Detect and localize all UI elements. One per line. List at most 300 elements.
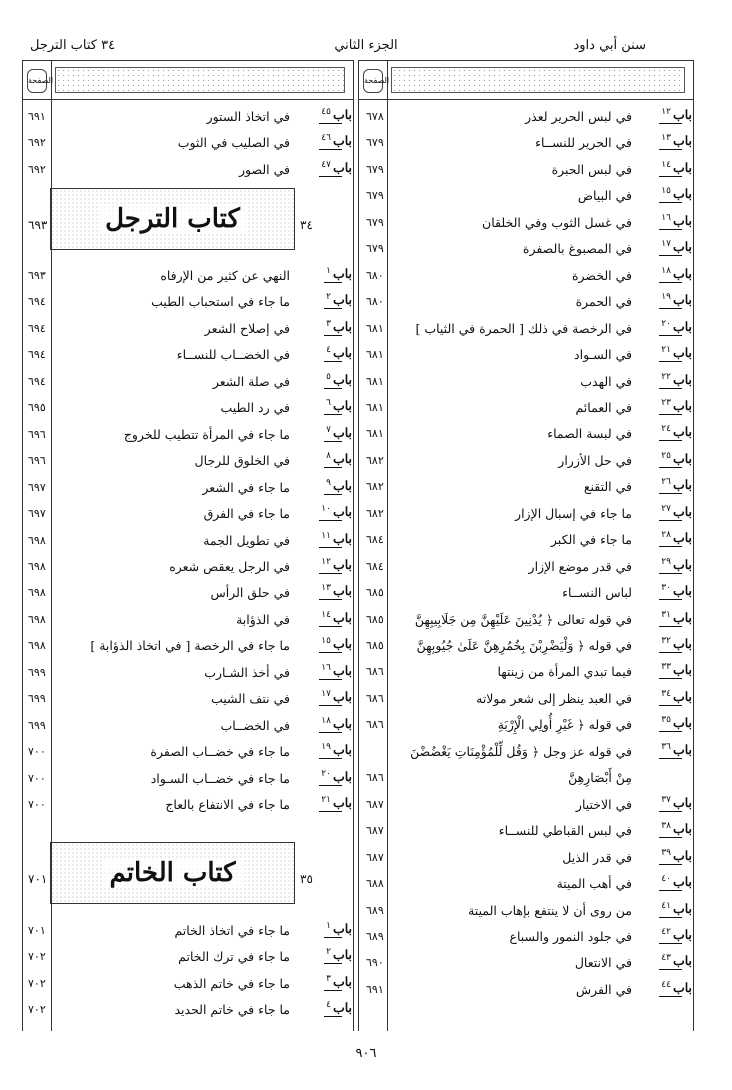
- bab-word: باب: [672, 397, 692, 413]
- bab-number: ٢: [326, 292, 331, 303]
- entry-title: ما جاء في ترك الخاتم: [178, 949, 290, 965]
- bab-word: باب: [332, 921, 352, 936]
- bab-word: باب: [332, 292, 352, 308]
- bab-word: باب: [332, 795, 352, 810]
- bab-label: [321, 742, 352, 757]
- entry-title: في الصور: [239, 161, 290, 177]
- bab-label: [321, 689, 352, 704]
- bab-word: باب: [332, 556, 352, 572]
- index-entry: [22, 739, 352, 765]
- bab-number: ١٧: [321, 689, 331, 700]
- bab-word: باب: [332, 742, 352, 758]
- index-entry: [22, 263, 352, 289]
- entry-page: ٦٧٨: [366, 110, 384, 123]
- index-entry: [358, 501, 692, 527]
- bab-word: باب: [332, 266, 352, 281]
- bab-word: باب: [332, 662, 352, 678]
- bab-word: باب: [672, 636, 692, 651]
- bab-label: [321, 557, 352, 572]
- bab-label: [661, 398, 692, 413]
- bab-label: [661, 953, 692, 968]
- bab-word: باب: [672, 239, 692, 255]
- index-entry: [22, 104, 352, 130]
- bab-number: ٢٥: [661, 450, 671, 461]
- bab-word: باب: [672, 821, 692, 837]
- entry-title: في الاختيار: [575, 796, 632, 812]
- entry-title: في الخضــاب للنســاء: [176, 347, 290, 363]
- entry-page: ٦٩٩: [28, 718, 46, 732]
- entry-page: ٦٨٩: [366, 903, 384, 917]
- index-entry: [22, 607, 352, 633]
- bab-number: ٤٥: [321, 107, 331, 117]
- index-entry: [358, 977, 692, 1003]
- index-entry: [22, 157, 352, 183]
- bab-label: [661, 662, 692, 677]
- bab-word: باب: [672, 900, 692, 916]
- entry-page: ٦٧٩: [366, 215, 384, 229]
- entry-page: ٦٩٨: [28, 639, 46, 653]
- index-entry: [358, 130, 692, 156]
- entry-page: ٦٨٤: [366, 533, 384, 547]
- index-entry: [22, 997, 352, 1023]
- bab-label: [661, 583, 692, 598]
- entry-page: ٦٩٣: [28, 269, 46, 282]
- entry-title: في تطويل الجمة: [203, 532, 290, 548]
- bab-number: ٣٠: [661, 583, 671, 594]
- bab-number: ٤١: [661, 900, 671, 911]
- bab-label: [661, 160, 692, 175]
- bab-label: [326, 372, 352, 387]
- entry-title: في قدر الذيل: [562, 849, 632, 865]
- entry-page: ٦٩٩: [28, 665, 46, 679]
- entry-title: ما جاء في الفرق: [203, 506, 290, 522]
- index-entry: [358, 183, 692, 209]
- bab-word: باب: [672, 212, 692, 228]
- kitab-page: ٧٠١: [28, 872, 48, 886]
- entry-title: مِنْ أَبْصَارِهِنَّ: [568, 770, 632, 786]
- bab-number: ١٠: [321, 504, 331, 515]
- entry-title: في الفرش: [575, 981, 632, 997]
- bab-label: [661, 424, 692, 439]
- bab-label: [661, 477, 692, 492]
- entry-page: ٦٨٤: [366, 559, 384, 573]
- entry-title: ما جاء في إسبال الإزار: [515, 505, 632, 521]
- bab-number: ١٨: [321, 715, 331, 726]
- entry-page: ٦٩٥: [28, 401, 46, 415]
- bab-label: [661, 186, 692, 201]
- bab-number: ٣: [326, 973, 331, 984]
- entry-title: في أهب الميتة: [556, 876, 632, 892]
- bab-word: باب: [332, 318, 352, 334]
- entry-title: ما جاء في خضــاب الصفرة: [150, 744, 290, 760]
- entry-title: في لبس الحبرة: [551, 161, 632, 177]
- entry-title: ما جاء في الانتفاع بالعاج: [165, 797, 290, 812]
- entry-page: ٧٠٢: [28, 1003, 46, 1017]
- entry-page: ٦٩٦: [28, 427, 46, 441]
- bab-word: باب: [332, 947, 352, 963]
- bab-number: ٣: [326, 318, 331, 329]
- index-entry: [358, 633, 692, 659]
- page-number: ٩٠٦: [355, 1046, 377, 1061]
- index-entry: [358, 607, 692, 633]
- bab-label: [661, 636, 692, 651]
- bab-word: باب: [332, 609, 352, 625]
- entry-page: ٦٩٨: [28, 612, 46, 626]
- entry-title: في الرجل يعقص شعره: [169, 558, 290, 574]
- bab-label: [661, 742, 692, 757]
- bab-label: [326, 947, 352, 962]
- bab-word: باب: [672, 318, 692, 334]
- kitab-title: كتاب الترجل: [99, 204, 246, 234]
- bab-number: ١٤: [321, 609, 331, 620]
- bab-number: ٩: [326, 477, 331, 488]
- entry-title: فيما تبدي المرأة من زينتها: [497, 664, 632, 680]
- index-entry: [358, 818, 692, 844]
- index-entry: [358, 712, 692, 738]
- bab-label: [321, 504, 352, 519]
- index-entry: [22, 580, 352, 606]
- entry-page: ٦٨٢: [366, 506, 384, 520]
- entry-page: ٦٨٨: [366, 877, 384, 891]
- entry-page: ٦٨١: [366, 348, 384, 362]
- bab-number: ٢٢: [661, 371, 671, 382]
- entry-page: ٧٠٢: [28, 976, 46, 990]
- bab-label: [321, 663, 352, 678]
- bab-number: ٢٣: [661, 397, 671, 408]
- entry-page: ٦٩٧: [28, 480, 46, 494]
- index-entry: [22, 660, 352, 686]
- page-column-label: الصفحة: [363, 69, 383, 93]
- index-entry: [22, 633, 352, 659]
- entry-title: في الانتعال: [574, 955, 632, 971]
- bab-word: باب: [672, 345, 692, 361]
- bab-word: باب: [332, 107, 352, 122]
- bab-word: باب: [672, 133, 692, 149]
- bab-word: باب: [672, 530, 692, 546]
- bab-number: ١٥: [321, 636, 331, 647]
- bab-label: [326, 451, 352, 466]
- entry-page: ٦٩٤: [28, 348, 46, 362]
- bab-label: [321, 531, 352, 546]
- bab-label: [321, 795, 352, 810]
- bab-label: [661, 451, 692, 466]
- entry-page: ٦٩٧: [28, 507, 46, 521]
- bab-word: باب: [672, 556, 692, 572]
- entry-page: ٦٩٤: [28, 374, 46, 388]
- bab-label: [661, 530, 692, 545]
- bab-number: ٣١: [661, 609, 671, 620]
- bab-word: باب: [672, 265, 692, 281]
- bab-word: باب: [672, 583, 692, 599]
- kitab-number: ٣٤: [300, 218, 313, 232]
- bab-number: ٢٤: [661, 424, 671, 435]
- entry-title: في الرخصة في ذلك [ الحمرة في الثياب ]: [415, 320, 632, 336]
- bab-label: [661, 715, 692, 730]
- index-entry: [22, 686, 352, 712]
- entry-title: في التقنع: [583, 479, 632, 495]
- index-entry: [358, 686, 692, 712]
- bab-word: باب: [672, 688, 692, 704]
- index-entry: [22, 944, 352, 970]
- entry-page: ٦٩٠: [366, 956, 384, 970]
- entry-title: في رد الطيب: [220, 400, 290, 416]
- index-entry: [358, 104, 692, 130]
- entry-title: في المصبوغ بالصفرة: [522, 241, 632, 257]
- entry-title: في قوله ﴿ غَيْرِ أُولِي الْإِرْبَةِ: [497, 717, 632, 733]
- entry-page: ٦٩٢: [28, 136, 46, 150]
- entry-title: في الخضرة: [571, 267, 632, 283]
- entry-title: ما جاء في خضــاب السـواد: [150, 770, 290, 786]
- index-entry: [358, 263, 692, 289]
- entry-title: في الخضــاب: [220, 717, 290, 733]
- bab-number: ٣٩: [661, 847, 671, 858]
- index-entry: [358, 448, 692, 474]
- index-entry: [358, 236, 692, 262]
- bab-number: ٤٢: [661, 926, 671, 937]
- bab-number: ١٣: [661, 133, 671, 144]
- bab-number: ٢٦: [661, 477, 671, 488]
- entry-page: ٦٩٢: [28, 162, 46, 176]
- entry-page: ٦٩٨: [28, 559, 46, 573]
- bab-number: ١٦: [661, 212, 671, 223]
- bab-word: باب: [332, 159, 352, 175]
- index-entry: [358, 316, 692, 342]
- bab-number: ١٨: [661, 265, 671, 276]
- entry-page: ٦٩١: [366, 982, 384, 996]
- bab-label: [326, 292, 352, 307]
- bab-word: باب: [672, 662, 692, 678]
- entry-page: ٦٧٩: [366, 189, 384, 203]
- bab-number: ٥: [326, 371, 331, 382]
- bab-label: [321, 583, 352, 598]
- entry-page: ٦٨١: [366, 321, 384, 335]
- index-entry: [358, 845, 692, 871]
- bab-word: باب: [332, 371, 352, 387]
- bab-label: [661, 319, 692, 334]
- index-entry: [22, 713, 352, 739]
- bab-word: باب: [332, 530, 352, 546]
- bab-label: [326, 345, 352, 360]
- entry-page: ٦٩٩: [28, 692, 46, 706]
- bab-number: ٢٠: [661, 318, 671, 329]
- index-entry: [358, 765, 692, 791]
- bab-number: ٤: [326, 345, 331, 356]
- kitab-khatam-banner: [50, 842, 295, 904]
- bab-label: [661, 689, 692, 704]
- index-entry: [22, 918, 352, 944]
- entry-title: في غسل الثوب وفي الخلقان: [482, 214, 632, 230]
- bab-word: باب: [672, 477, 692, 493]
- bab-number: ١٩: [661, 292, 671, 303]
- bab-number: ١٧: [661, 239, 671, 250]
- bab-label: [321, 107, 352, 122]
- entry-page: ٦٨١: [366, 400, 384, 414]
- index-entry: [358, 395, 692, 421]
- entry-page: ٦٩٨: [28, 586, 46, 600]
- bab-word: باب: [672, 953, 692, 969]
- entry-title: النهي عن كثير من الإرفاه: [160, 268, 290, 283]
- page-column-label: الصفحة: [27, 69, 47, 93]
- bab-number: ٢٨: [661, 530, 671, 541]
- bab-number: ١١: [321, 530, 331, 541]
- entry-page: ٧٠٠: [28, 771, 46, 785]
- kitab-number: ٣٥: [300, 872, 313, 886]
- bab-word: باب: [672, 424, 692, 440]
- index-entry: [22, 475, 352, 501]
- bab-number: ٣٨: [661, 821, 671, 832]
- entry-page: ٦٨٢: [366, 453, 384, 467]
- bab-word: باب: [672, 159, 692, 175]
- bab-number: ١٦: [321, 662, 331, 673]
- index-entry: [358, 924, 692, 950]
- index-entry: [22, 369, 352, 395]
- left-header-band: [23, 61, 353, 100]
- index-entry: [358, 474, 692, 500]
- entry-title: في حل الأزرار: [558, 452, 632, 468]
- entry-page: ٦٨٢: [366, 480, 384, 494]
- bab-number: ٤٣: [661, 953, 671, 964]
- bab-number: ١٩: [321, 742, 331, 753]
- index-entry: [22, 422, 352, 448]
- bab-number: ١٣: [321, 583, 331, 594]
- bab-number: ١: [326, 921, 331, 931]
- bab-label: [661, 239, 692, 254]
- bab-word: باب: [672, 794, 692, 810]
- entry-page: ٦٨٦: [366, 718, 384, 732]
- bab-number: ٢: [326, 947, 331, 958]
- entry-page: ٦٩٨: [28, 533, 46, 547]
- entry-page: ٦٨٩: [366, 929, 384, 943]
- bab-label: [661, 345, 692, 360]
- bab-word: باب: [672, 741, 692, 757]
- entry-title: في الصليب في الثوب: [177, 135, 290, 151]
- index-entry: [22, 342, 352, 368]
- entry-title: في الحرير للنســاء: [535, 135, 632, 151]
- bab-word: باب: [332, 715, 352, 731]
- index-entry: [358, 157, 692, 183]
- index-entry: [22, 289, 352, 315]
- bab-word: باب: [332, 477, 352, 493]
- kitab-tarajjul-banner: [50, 188, 295, 250]
- entry-title: ما جاء في خاتم الذهب: [173, 975, 290, 991]
- bab-label: [321, 716, 352, 731]
- entry-page: ٧٠١: [28, 924, 46, 937]
- bab-word: باب: [332, 583, 352, 599]
- entry-page: ٦٨٠: [366, 268, 384, 282]
- bab-word: باب: [672, 186, 692, 202]
- entry-page: ٦٧٩: [366, 242, 384, 256]
- index-entry: [358, 898, 692, 924]
- bab-word: باب: [332, 689, 352, 705]
- bab-word: باب: [332, 345, 352, 361]
- entry-page: ٦٨٦: [366, 691, 384, 705]
- entry-page: ٦٩٤: [28, 321, 46, 335]
- bab-word: باب: [332, 504, 352, 520]
- entry-title: في قوله تعالى ﴿ يُدْنِينَ عَلَيْهِنَّ مِن جَلَابِيبِهِنَّ: [414, 611, 632, 627]
- bab-word: باب: [672, 715, 692, 731]
- entry-title: ما جاء في المرأة تتطيب للخروج: [123, 426, 290, 442]
- bab-number: ٦: [326, 398, 331, 409]
- bab-label: [326, 974, 352, 989]
- bab-word: باب: [332, 424, 352, 440]
- entry-title: في لبسة الصماء: [547, 426, 632, 442]
- entry-title: في إصلاح الشعر: [204, 320, 290, 336]
- entry-title: في صلة الشعر: [212, 373, 290, 389]
- bab-number: ١٥: [661, 186, 671, 197]
- index-entry: [22, 501, 352, 527]
- entry-title: في البياض: [577, 188, 632, 204]
- bab-number: ٢٠: [321, 768, 331, 779]
- bab-number: ٨: [326, 451, 331, 462]
- index-entry: [22, 395, 352, 421]
- entry-title: في الذؤابة: [236, 611, 290, 627]
- entry-title: في السـواد: [574, 347, 632, 363]
- bab-number: ٣٢: [661, 636, 671, 646]
- entry-title: في الحمرة: [575, 294, 632, 310]
- index-entry: [358, 210, 692, 236]
- entry-page: ٦٩١: [28, 110, 46, 123]
- bab-label: [326, 425, 352, 440]
- entry-title: في لبس الحرير لعذر: [525, 109, 632, 124]
- entry-page: ٦٨٠: [366, 295, 384, 309]
- entry-title: ما جاء في خاتم الحديد: [174, 1002, 290, 1018]
- entry-title: في أخذ الشـارب: [204, 664, 290, 680]
- bab-number: ٣٤: [661, 688, 671, 699]
- entry-title: لباس النســاء: [562, 585, 632, 601]
- index-entry: [22, 554, 352, 580]
- entry-page: ٦٨٥: [366, 612, 384, 626]
- entry-title: في قوله عز وجل ﴿ وَقُل لِّلْمُؤْمِنَاتِ يَغْضُضْنَ: [410, 743, 632, 759]
- entry-title: ما جاء في الشعر: [202, 479, 290, 495]
- bab-label: [321, 636, 352, 651]
- index-entry: [22, 528, 352, 554]
- bab-label: [661, 557, 692, 572]
- entry-title: في اتخاذ الستور: [206, 109, 290, 124]
- bab-label: [661, 133, 692, 148]
- index-entry: [358, 421, 692, 447]
- entry-title: في لبس القباطي للنســاء: [498, 823, 632, 839]
- entry-page: ٦٧٩: [366, 136, 384, 150]
- bab-word: باب: [672, 609, 692, 625]
- bab-number: ٢١: [661, 345, 671, 356]
- index-entry: [358, 342, 692, 368]
- index-entry: [22, 971, 352, 997]
- index-entry: [22, 448, 352, 474]
- entry-title: ما جاء في استحباب الطيب: [151, 294, 290, 310]
- entry-title: ما جاء في الكبر: [550, 532, 632, 548]
- entry-page: ٦٨٥: [366, 586, 384, 600]
- bab-number: ١: [326, 266, 331, 276]
- bab-word: باب: [672, 926, 692, 942]
- bab-label: [661, 372, 692, 387]
- bab-number: ٢٩: [661, 556, 671, 567]
- bab-label: [321, 769, 352, 784]
- bab-number: ٤: [326, 1000, 331, 1011]
- entry-page: ٦٨١: [366, 374, 384, 388]
- bab-word: باب: [672, 979, 692, 995]
- bab-number: ٣٣: [661, 662, 671, 673]
- bab-word: باب: [332, 768, 352, 784]
- bab-word: باب: [332, 636, 352, 652]
- entry-page: ٧٠٢: [28, 950, 46, 964]
- index-entry: [358, 289, 692, 315]
- entry-page: ٦٨٥: [366, 639, 384, 652]
- bab-label: [661, 848, 692, 863]
- entry-page: ٦٨٧: [366, 850, 384, 864]
- right-header-band: [359, 61, 693, 100]
- header-chapter: ٣٤ كتاب الترجل: [30, 38, 116, 53]
- kitab-page: ٦٩٣: [28, 218, 48, 232]
